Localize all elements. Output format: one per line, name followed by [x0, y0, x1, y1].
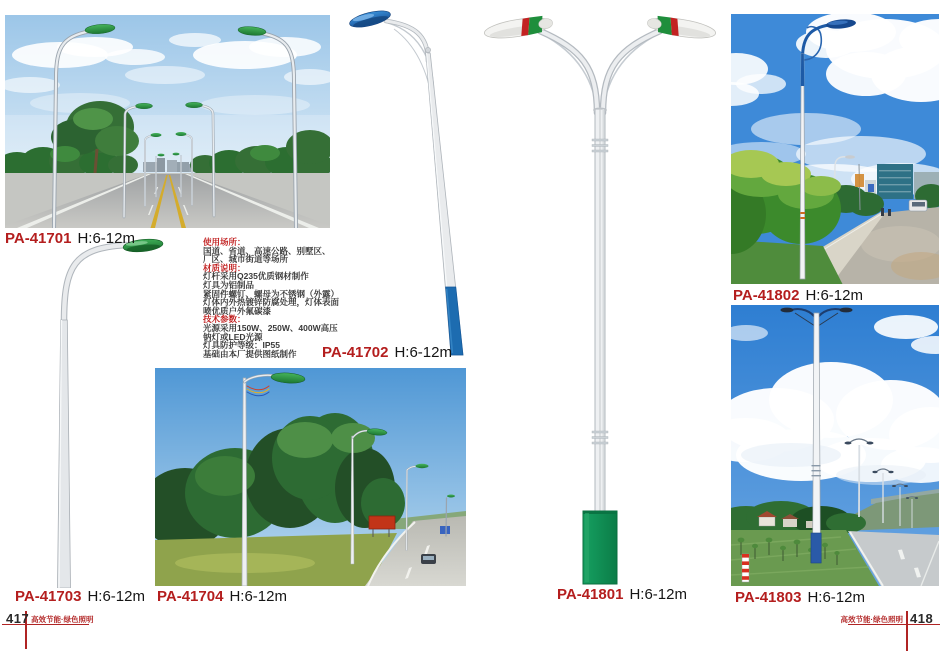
- photo-pa41802: [731, 14, 939, 284]
- product-code: PA-41701: [5, 230, 72, 247]
- car: [421, 554, 436, 564]
- product-height: H:6-12m: [394, 344, 452, 361]
- highway-lamp-scene: [731, 305, 939, 586]
- footer-tagline-left: 高效节能·绿色照明: [31, 615, 94, 624]
- spec-material-title: 材质说明：: [203, 262, 246, 273]
- street-lamp-scene: [731, 14, 939, 284]
- spec-line: 灯体内外热镀锌防腐处理，灯体表面: [203, 297, 340, 308]
- pole-rings-lower: [592, 431, 608, 444]
- product-code: PA-41802: [733, 287, 800, 304]
- product-height: H:6-12m: [805, 287, 863, 304]
- spec-usage-title: 使用场所：: [203, 237, 246, 247]
- blue-base: [811, 533, 821, 563]
- spec-line: 紧固件螺钉、螺母为不锈钢（外露）: [203, 288, 340, 299]
- product-height: H:6-12m: [807, 589, 865, 606]
- product-code: PA-41702: [322, 344, 389, 361]
- spec-line: 国道、省道、高速公路、别墅区、: [203, 245, 331, 256]
- spec-text-block: [203, 238, 355, 358]
- pole-rings-upper: [592, 139, 608, 152]
- product-height: H:6-12m: [87, 588, 145, 605]
- footer-rule-vertical-right: [906, 611, 908, 651]
- road-sign: [440, 526, 450, 534]
- product-label-pa41802: [733, 287, 863, 304]
- product-code: PA-41801: [557, 586, 624, 603]
- page-number-right: 418: [910, 611, 934, 626]
- photo-pa41704: [155, 368, 466, 586]
- product-height: H:6-12m: [629, 586, 687, 603]
- street-scene-avenue: [5, 15, 330, 228]
- spec-line: 灯具为铝制品: [203, 279, 255, 290]
- spec-line: 喷优质户外氟碳漆: [203, 305, 272, 316]
- product-code: PA-41703: [15, 588, 82, 605]
- spec-line: 灯具防护等级：IP55: [203, 340, 280, 351]
- striped-bollard: [742, 554, 749, 582]
- blue-lamp-head: [348, 8, 392, 31]
- photo-pa41701: [5, 15, 330, 228]
- pole-cap: [425, 47, 430, 52]
- spec-line: 灯杆采用Q235优质钢材制作: [203, 271, 309, 282]
- product-height: H:6-12m: [77, 230, 135, 247]
- product-label-pa41801: [557, 586, 687, 603]
- roadside-scene: [155, 368, 466, 586]
- spec-line: 基础由本厂提供图纸制作: [203, 348, 297, 359]
- illustration-pa41801: [478, 3, 722, 585]
- spec-line: 厂区、城市街道等场所: [203, 254, 289, 265]
- product-label-pa41703: [15, 588, 145, 605]
- spec-line: 光源采用150W、250W、400W高压: [203, 322, 338, 333]
- illustration-pa41702: [340, 5, 470, 357]
- product-code: PA-41704: [157, 588, 224, 605]
- product-code: PA-41803: [735, 589, 802, 606]
- single-arm-lamp-blue-drawing: [340, 5, 470, 357]
- double-arm-lamp-drawing: [478, 3, 722, 585]
- spec-line: 钠灯或LED光源: [203, 331, 263, 342]
- product-label-pa41701: [5, 230, 135, 247]
- spec-tech-title: 技术参数：: [203, 314, 246, 325]
- lamp-head-right: [646, 14, 717, 42]
- product-label-pa41704: [157, 588, 287, 605]
- footer-tagline-right: 高效节能·绿色照明: [840, 615, 903, 624]
- lamp-head-left: [483, 14, 554, 42]
- product-label-pa41702: [322, 344, 452, 361]
- van: [909, 200, 927, 211]
- page-number-left: 417: [6, 611, 30, 626]
- product-label-pa41803: [735, 589, 865, 606]
- photo-pa41803: [731, 305, 939, 586]
- product-height: H:6-12m: [229, 588, 287, 605]
